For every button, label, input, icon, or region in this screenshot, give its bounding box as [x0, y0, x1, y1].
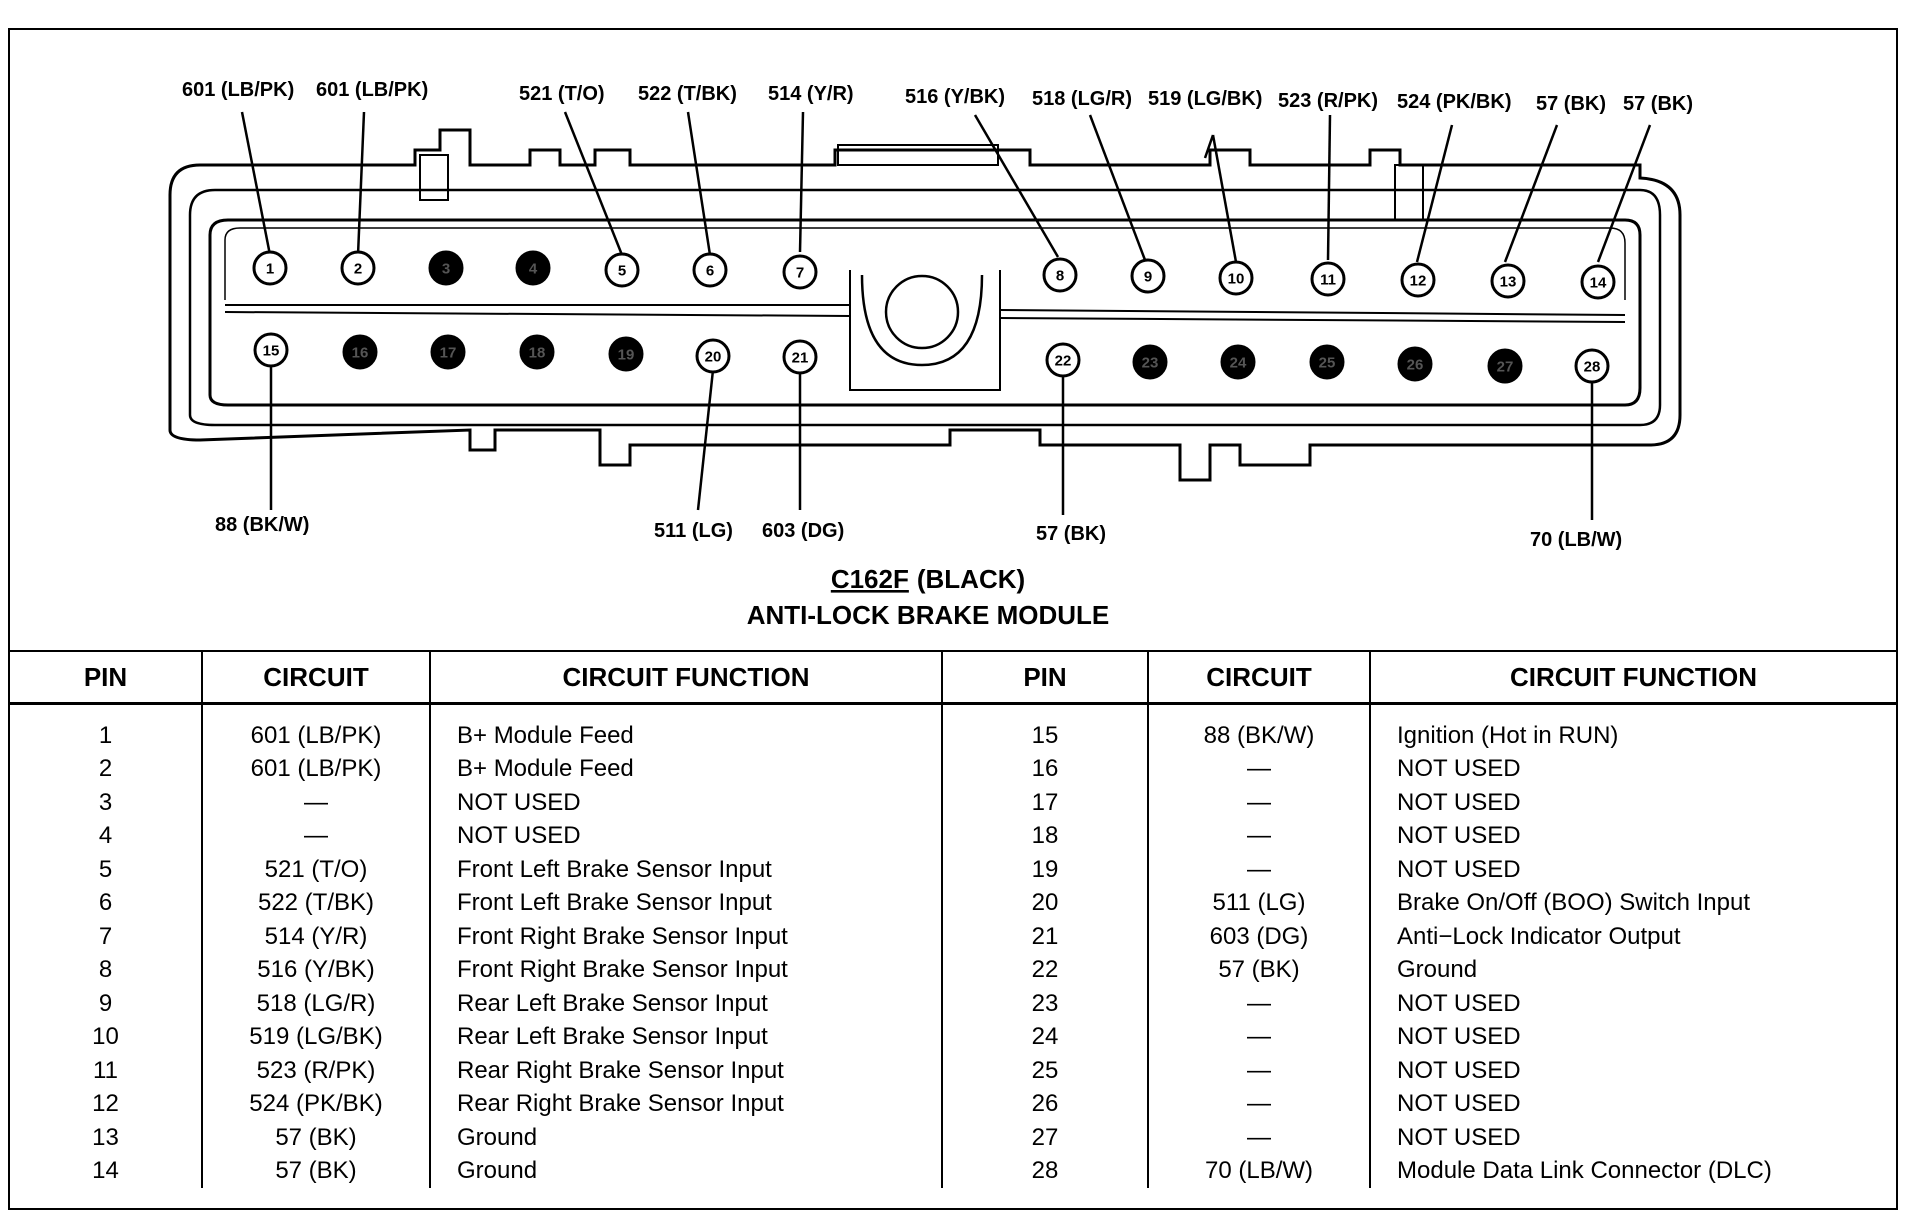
- callout-pin-22: 57 (BK): [1036, 523, 1107, 545]
- cell-r-circuit: —: [1148, 853, 1370, 887]
- cell-r-pin: 26: [942, 1088, 1148, 1122]
- cell-l-circuit: 601 (LB/PK): [202, 704, 430, 753]
- cell-l-circuit: 518 (LG/R): [202, 987, 430, 1021]
- pin-number: 16: [351, 344, 369, 362]
- pin-number: 4: [528, 260, 538, 278]
- cell-l-function: Front Left Brake Sensor Input: [430, 853, 942, 887]
- pin-number: 5: [617, 262, 627, 280]
- pin-13: [1492, 265, 1524, 297]
- pin-18: [521, 336, 553, 368]
- cell-r-circuit: —: [1148, 1021, 1370, 1055]
- callout-pin-12: 524 (PK/BK): [1397, 91, 1512, 113]
- cell-l-circuit: 57 (BK): [202, 1155, 430, 1189]
- connector-name: ANTI-LOCK BRAKE MODULE: [746, 600, 1110, 630]
- pin-9: [1132, 260, 1164, 292]
- cell-r-circuit: —: [1148, 1121, 1370, 1155]
- cell-l-pin: 8: [98, 956, 113, 984]
- cell-r-function: NOT USED: [1370, 987, 1896, 1021]
- cell-r-circuit: —: [1148, 1054, 1370, 1088]
- table-row: [10, 887, 1896, 921]
- cell-l-pin: 14: [92, 1157, 119, 1185]
- connector-id-line: [831, 564, 1025, 594]
- pin-5: [606, 254, 638, 286]
- connector-id: C162F: [830, 564, 909, 594]
- cell-l-function: NOT USED: [430, 786, 942, 820]
- cell-r-circuit: —: [1148, 786, 1370, 820]
- cell-l-pin: 2: [98, 755, 113, 783]
- pin-17: [432, 336, 464, 368]
- leader-lines: [242, 112, 1650, 520]
- cell-l-pin: 4: [98, 822, 113, 850]
- callout-pin-20: 511 (LG): [654, 520, 733, 542]
- cell-r-pin: 17: [942, 786, 1148, 820]
- table-row: [10, 704, 1896, 753]
- cell-r-pin: 23: [942, 987, 1148, 1021]
- pin-number: 15: [262, 342, 280, 360]
- pin-number: 10: [1227, 270, 1245, 288]
- table-row: [10, 1021, 1896, 1055]
- cell-r-pin: 20: [942, 887, 1148, 921]
- pin-number: 28: [1583, 358, 1601, 376]
- cell-r-pin: 24: [942, 1021, 1148, 1055]
- pin-number: 22: [1054, 352, 1072, 370]
- cell-l-function: Ground: [430, 1155, 942, 1189]
- cell-r-pin: 21: [942, 920, 1148, 954]
- pin-number: 13: [1499, 273, 1517, 291]
- pin-14: [1582, 266, 1614, 298]
- pin-24: [1222, 346, 1254, 378]
- cell-l-circuit: 519 (LG/BK): [202, 1021, 430, 1055]
- cell-l-circuit: —: [202, 786, 430, 820]
- pin-3: [430, 252, 462, 284]
- cell-l-function: NOT USED: [430, 820, 942, 854]
- cell-l-pin: 13: [92, 1123, 119, 1151]
- cell-l-pin: 6: [98, 889, 113, 917]
- callout-pin-9: 518 (LG/R): [1032, 88, 1133, 110]
- pin-number: 18: [528, 344, 546, 362]
- connector-title: [747, 564, 1110, 630]
- pin-grid: [254, 252, 1614, 382]
- pin-number: 14: [1589, 274, 1607, 292]
- connector-housing: [170, 130, 1680, 480]
- callout-pin-15: 88 (BK/W): [215, 514, 310, 536]
- pin-6: [694, 254, 726, 286]
- callout-pin-11: 523 (R/PK): [1278, 90, 1379, 112]
- cell-l-function: Rear Right Brake Sensor Input: [430, 1088, 942, 1122]
- cell-l-pin: 12: [92, 1090, 119, 1118]
- cell-l-circuit: 516 (Y/BK): [202, 954, 430, 988]
- table-row: [10, 1088, 1896, 1122]
- cell-l-pin: 11: [93, 1056, 118, 1084]
- callout-pin-28: 70 (LB/W): [1530, 529, 1623, 551]
- pin-number: 6: [705, 262, 715, 280]
- pin-number: 3: [441, 260, 451, 278]
- pin-number: 21: [791, 349, 809, 367]
- cell-r-pin: 27: [942, 1121, 1148, 1155]
- pin-number: 20: [704, 348, 722, 366]
- table-row: [10, 753, 1896, 787]
- cell-r-function: NOT USED: [1370, 1088, 1896, 1122]
- pin-number: 27: [1496, 358, 1514, 376]
- header-pin-left: PIN: [10, 651, 202, 704]
- table-row: [10, 920, 1896, 954]
- pin-number: 17: [439, 344, 457, 362]
- pin-27: [1489, 350, 1521, 382]
- cell-l-circuit: —: [202, 820, 430, 854]
- cell-l-function: B+ Module Feed: [430, 753, 942, 787]
- cell-r-circuit: 511 (LG): [1148, 887, 1370, 921]
- pin-number: 7: [795, 264, 805, 282]
- callout-pin-2: 601 (LB/PK): [316, 79, 429, 101]
- table-row: [10, 853, 1896, 887]
- header-circuit-right: CIRCUIT: [1148, 651, 1370, 704]
- pin-number: 11: [1320, 271, 1336, 289]
- callout-pin-1: 601 (LB/PK): [182, 79, 295, 101]
- cell-r-function: NOT USED: [1370, 1121, 1896, 1155]
- cell-l-circuit: 522 (T/BK): [202, 887, 430, 921]
- callout-pin-21: 603 (DG): [762, 520, 845, 542]
- pin-number: 23: [1141, 354, 1159, 372]
- cell-r-pin: 15: [942, 704, 1148, 753]
- cell-r-function: NOT USED: [1370, 1021, 1896, 1055]
- cell-r-function: Ground: [1370, 954, 1896, 988]
- cell-r-function: Ignition (Hot in RUN): [1370, 704, 1896, 753]
- cell-l-function: Rear Right Brake Sensor Input: [430, 1054, 942, 1088]
- cell-r-circuit: —: [1148, 753, 1370, 787]
- callout-pin-10: 519 (LG/BK): [1148, 88, 1263, 110]
- cell-l-pin: 9: [98, 989, 113, 1017]
- cell-r-circuit: 603 (DG): [1148, 920, 1370, 954]
- cell-l-function: B+ Module Feed: [430, 704, 942, 753]
- connector-color: (BLACK): [916, 564, 1026, 594]
- cell-r-function: Module Data Link Connector (DLC): [1370, 1155, 1896, 1189]
- callout-pin-8: 516 (Y/BK): [905, 86, 1006, 108]
- header-pin-right: PIN: [942, 651, 1148, 704]
- cell-r-circuit: 88 (BK/W): [1148, 704, 1370, 753]
- cell-l-function: Ground: [430, 1121, 942, 1155]
- cell-l-circuit: 521 (T/O): [202, 853, 430, 887]
- pin-4: [517, 252, 549, 284]
- pin-12: [1402, 264, 1434, 296]
- pin-number: 19: [617, 346, 635, 364]
- pin-16: [344, 336, 376, 368]
- cell-r-circuit: 70 (LB/W): [1148, 1155, 1370, 1189]
- table-row: [10, 820, 1896, 854]
- cell-r-circuit: —: [1148, 1088, 1370, 1122]
- pin-number: 12: [1409, 272, 1427, 290]
- cell-r-pin: 19: [942, 853, 1148, 887]
- cell-l-function: Front Right Brake Sensor Input: [430, 920, 942, 954]
- pin-number: 25: [1318, 354, 1336, 372]
- cell-l-function: Front Right Brake Sensor Input: [430, 954, 942, 988]
- cell-r-pin: 25: [942, 1054, 1148, 1088]
- pin-7: [784, 256, 816, 288]
- callout-pin-13: 57 (BK): [1536, 93, 1607, 115]
- callout-pin-7: 514 (Y/R): [768, 83, 854, 105]
- cell-r-function: NOT USED: [1370, 786, 1896, 820]
- cell-l-circuit: 601 (LB/PK): [202, 753, 430, 787]
- cell-l-pin: 7: [98, 922, 113, 950]
- pin-20: [697, 340, 729, 372]
- header-circuit-left: CIRCUIT: [202, 651, 430, 704]
- cell-r-function: Anti−Lock Indicator Output: [1370, 920, 1896, 954]
- table-row: [10, 1155, 1896, 1189]
- pin-table-body: [10, 704, 1896, 1189]
- pin-10: [1220, 262, 1252, 294]
- pin-number: 26: [1406, 356, 1424, 374]
- table-row: [10, 954, 1896, 988]
- table-row: [10, 1054, 1896, 1088]
- cell-l-function: Front Left Brake Sensor Input: [430, 887, 942, 921]
- pin-number: 8: [1055, 267, 1065, 285]
- header-function-right: CIRCUIT FUNCTION: [1370, 651, 1896, 704]
- cell-l-circuit: 523 (R/PK): [202, 1054, 430, 1088]
- pin-number: 1: [265, 260, 275, 278]
- cell-l-circuit: 57 (BK): [202, 1121, 430, 1155]
- cell-l-circuit: 514 (Y/R): [202, 920, 430, 954]
- cell-l-pin: 3: [98, 788, 113, 816]
- cell-r-pin: 16: [942, 753, 1148, 787]
- pin-2: [342, 252, 374, 284]
- pin-8: [1044, 259, 1076, 291]
- pin-table: [10, 650, 1896, 1188]
- cell-r-function: NOT USED: [1370, 853, 1896, 887]
- cell-r-pin: 18: [942, 820, 1148, 854]
- pin-15: [255, 334, 287, 366]
- table-row: [10, 786, 1896, 820]
- cell-r-function: NOT USED: [1370, 753, 1896, 787]
- table-row: [10, 1121, 1896, 1155]
- cell-r-function: NOT USED: [1370, 820, 1896, 854]
- callout-pin-14: 57 (BK): [1623, 93, 1694, 115]
- pin-22: [1047, 344, 1079, 376]
- callout-pin-6: 522 (T/BK): [638, 83, 737, 105]
- pin-1: [254, 252, 286, 284]
- table-row: [10, 987, 1896, 1021]
- cell-l-function: Rear Left Brake Sensor Input: [430, 987, 942, 1021]
- pin-28: [1576, 350, 1608, 382]
- cell-r-function: Brake On/Off (BOO) Switch Input: [1370, 887, 1896, 921]
- callout-pin-5: 521 (T/O): [519, 83, 605, 105]
- cell-l-pin: 10: [92, 1023, 119, 1051]
- cell-l-pin: 1: [98, 721, 113, 749]
- cell-r-pin: 22: [942, 954, 1148, 988]
- table-header-row: [10, 651, 1896, 704]
- cell-r-circuit: —: [1148, 820, 1370, 854]
- pin-23: [1134, 346, 1166, 378]
- pin-19: [610, 338, 642, 370]
- pin-11: [1312, 263, 1344, 295]
- cell-l-circuit: 524 (PK/BK): [202, 1088, 430, 1122]
- pin-number: 2: [353, 260, 363, 278]
- pin-number: 24: [1229, 354, 1247, 372]
- pin-25: [1311, 346, 1343, 378]
- cell-l-pin: 5: [98, 855, 113, 883]
- cell-l-function: Rear Left Brake Sensor Input: [430, 1021, 942, 1055]
- pin-21: [784, 341, 816, 373]
- header-function-left: CIRCUIT FUNCTION: [430, 651, 942, 704]
- cell-r-circuit: —: [1148, 987, 1370, 1021]
- pin-26: [1399, 348, 1431, 380]
- cell-r-pin: 28: [942, 1155, 1148, 1189]
- cell-r-function: NOT USED: [1370, 1054, 1896, 1088]
- cell-r-circuit: 57 (BK): [1148, 954, 1370, 988]
- pin-number: 9: [1143, 268, 1153, 286]
